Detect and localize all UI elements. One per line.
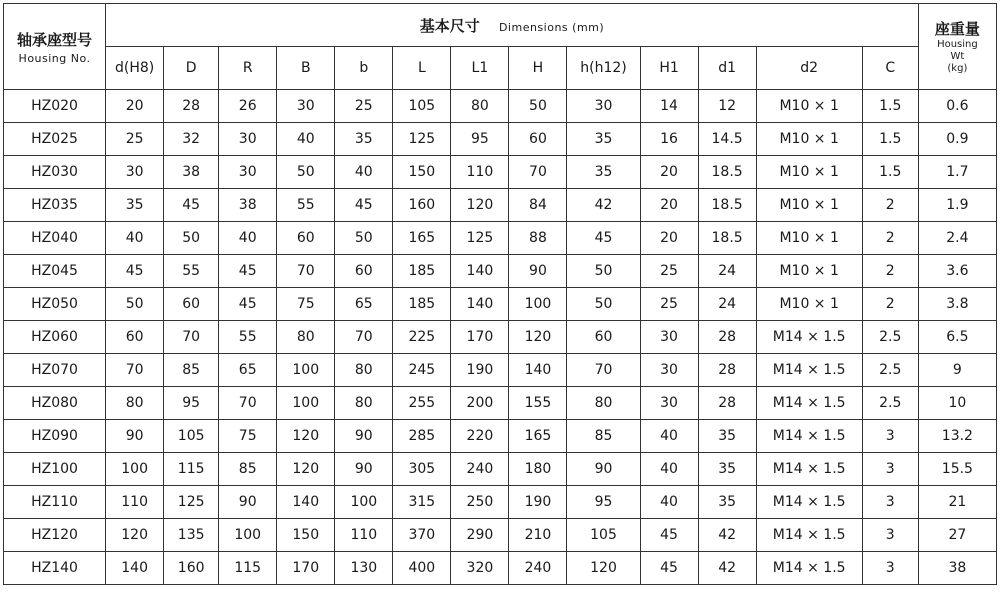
- housing-weight-header-zh: 座重量: [934, 20, 980, 38]
- dimension-cell: 30: [640, 321, 698, 354]
- dimension-cell: 200: [451, 387, 509, 420]
- weight-cell: 1.9: [918, 189, 996, 222]
- weight-cell: 1.7: [918, 156, 996, 189]
- dimension-cell: 60: [567, 321, 640, 354]
- dimension-cell: 130: [335, 552, 393, 585]
- dimension-cell: 320: [451, 552, 509, 585]
- dimension-cell: 30: [277, 90, 335, 123]
- dimension-cell: 85: [164, 354, 219, 387]
- dimension-cell: 45: [640, 552, 698, 585]
- dimension-cell: 24: [698, 288, 756, 321]
- dimension-cell: 65: [219, 354, 277, 387]
- dimension-cell: 125: [164, 486, 219, 519]
- column-header: H1: [640, 47, 698, 90]
- weight-cell: 2.4: [918, 222, 996, 255]
- housing-model-cell: HZ070: [4, 354, 106, 387]
- dimension-cell: 75: [277, 288, 335, 321]
- housing-model-cell: HZ060: [4, 321, 106, 354]
- weight-cell: 15.5: [918, 453, 996, 486]
- dimension-cell: 2.5: [862, 321, 918, 354]
- dimension-cell: 80: [567, 387, 640, 420]
- column-header: D: [164, 47, 219, 90]
- dimension-cell: 60: [509, 123, 567, 156]
- dimension-cell: 90: [335, 420, 393, 453]
- dimension-cell: 3: [862, 486, 918, 519]
- dimension-cell: 18.5: [698, 189, 756, 222]
- dimension-cell: 30: [106, 156, 164, 189]
- dimension-cell: 90: [219, 486, 277, 519]
- dimension-cell: 95: [451, 123, 509, 156]
- dimension-cell: M10 × 1: [756, 156, 862, 189]
- dimension-cell: 28: [698, 354, 756, 387]
- column-header: h(h12): [567, 47, 640, 90]
- dimension-cell: 30: [219, 156, 277, 189]
- dimension-cell: 120: [451, 189, 509, 222]
- table-row: [4, 189, 997, 222]
- table-body: [4, 90, 997, 585]
- dimension-cell: M14 × 1.5: [756, 321, 862, 354]
- dimension-cell: 30: [640, 354, 698, 387]
- dimension-cell: 220: [451, 420, 509, 453]
- housing-model-cell: HZ025: [4, 123, 106, 156]
- dimension-cell: 35: [567, 123, 640, 156]
- dimension-cell: 110: [335, 519, 393, 552]
- dimension-cell: 100: [509, 288, 567, 321]
- table-row: [4, 387, 997, 420]
- dimension-cell: 16: [640, 123, 698, 156]
- weight-cell: 3.6: [918, 255, 996, 288]
- dimension-cell: 28: [698, 387, 756, 420]
- dimension-cell: 100: [277, 354, 335, 387]
- dimension-cell: 2.5: [862, 354, 918, 387]
- dimension-cell: 3: [862, 519, 918, 552]
- dimension-cell: 30: [567, 90, 640, 123]
- table-row: [4, 552, 997, 585]
- dimension-cell: 2: [862, 255, 918, 288]
- dimension-cell: 170: [451, 321, 509, 354]
- dimension-cell: 14: [640, 90, 698, 123]
- dimension-cell: 50: [106, 288, 164, 321]
- dimension-cell: 25: [640, 288, 698, 321]
- dimension-cell: 120: [509, 321, 567, 354]
- dimension-cell: 70: [277, 255, 335, 288]
- dimension-cell: 285: [393, 420, 451, 453]
- dimension-cell: 140: [509, 354, 567, 387]
- dimension-cell: 40: [640, 420, 698, 453]
- dimension-cell: 38: [164, 156, 219, 189]
- dimension-cell: 2: [862, 288, 918, 321]
- dimension-cell: 45: [219, 255, 277, 288]
- housing-model-cell: HZ045: [4, 255, 106, 288]
- header-row-columns: [4, 47, 997, 90]
- dimension-cell: 210: [509, 519, 567, 552]
- dimension-cell: 120: [106, 519, 164, 552]
- dimension-cell: 18.5: [698, 222, 756, 255]
- table-row: [4, 156, 997, 189]
- housing-model-cell: HZ100: [4, 453, 106, 486]
- dimension-cell: 95: [567, 486, 640, 519]
- dimension-cell: 25: [640, 255, 698, 288]
- dimension-cell: 180: [509, 453, 567, 486]
- housing-model-cell: HZ120: [4, 519, 106, 552]
- dimension-cell: 110: [106, 486, 164, 519]
- weight-cell: 38: [918, 552, 996, 585]
- housing-model-cell: HZ110: [4, 486, 106, 519]
- dimension-cell: 24: [698, 255, 756, 288]
- dimension-cell: 55: [164, 255, 219, 288]
- dimension-cell: 60: [335, 255, 393, 288]
- column-header: C: [862, 47, 918, 90]
- dimension-cell: 28: [164, 90, 219, 123]
- dimension-cell: 80: [335, 387, 393, 420]
- dimension-cell: 90: [509, 255, 567, 288]
- dimension-cell: 26: [219, 90, 277, 123]
- dimension-cell: 125: [451, 222, 509, 255]
- table-row: [4, 288, 997, 321]
- dimension-cell: 45: [106, 255, 164, 288]
- dimension-cell: 84: [509, 189, 567, 222]
- dimension-cell: 165: [509, 420, 567, 453]
- dimension-cell: 240: [451, 453, 509, 486]
- dimension-cell: 70: [567, 354, 640, 387]
- dimension-cell: 140: [277, 486, 335, 519]
- dimension-cell: M10 × 1: [756, 189, 862, 222]
- dimension-cell: 40: [335, 156, 393, 189]
- housing-model-cell: HZ050: [4, 288, 106, 321]
- dimension-cell: 305: [393, 453, 451, 486]
- dimension-cell: 38: [219, 189, 277, 222]
- dimension-cell: M14 × 1.5: [756, 519, 862, 552]
- dimension-cell: 105: [393, 90, 451, 123]
- dimension-cell: 105: [567, 519, 640, 552]
- column-header: R: [219, 47, 277, 90]
- dimension-cell: 45: [219, 288, 277, 321]
- dimension-cell: 315: [393, 486, 451, 519]
- dimension-cell: 45: [335, 189, 393, 222]
- dimension-cell: M14 × 1.5: [756, 354, 862, 387]
- dimension-cell: M14 × 1.5: [756, 486, 862, 519]
- dimension-cell: 30: [219, 123, 277, 156]
- dimension-cell: 12: [698, 90, 756, 123]
- weight-cell: 9: [918, 354, 996, 387]
- column-header: d2: [756, 47, 862, 90]
- dimension-cell: 105: [164, 420, 219, 453]
- weight-cell: 13.2: [918, 420, 996, 453]
- weight-cell: 6.5: [918, 321, 996, 354]
- dimension-cell: 3: [862, 453, 918, 486]
- dimension-cell: 80: [277, 321, 335, 354]
- dimension-cell: 155: [509, 387, 567, 420]
- dimension-cell: 28: [698, 321, 756, 354]
- dimension-cell: M14 × 1.5: [756, 552, 862, 585]
- dimension-cell: 40: [640, 486, 698, 519]
- dimension-cell: 190: [509, 486, 567, 519]
- dimension-cell: 240: [509, 552, 567, 585]
- housing-weight-header-en-2: Wt: [950, 51, 965, 62]
- table-row: [4, 90, 997, 123]
- dimension-cell: M10 × 1: [756, 255, 862, 288]
- dimension-cell: 125: [393, 123, 451, 156]
- housing-weight-header-en-1: Housing: [937, 39, 978, 50]
- dimension-cell: 3: [862, 420, 918, 453]
- housing-no-header-en: Housing No.: [18, 51, 91, 65]
- dimension-cell: 90: [335, 453, 393, 486]
- dimension-cell: 100: [335, 486, 393, 519]
- dimension-cell: 80: [335, 354, 393, 387]
- dimension-cell: 400: [393, 552, 451, 585]
- dimension-cell: 60: [277, 222, 335, 255]
- column-header: H: [509, 47, 567, 90]
- dimensions-header-zh: 基本尺寸: [419, 16, 480, 35]
- dimension-cell: 30: [640, 387, 698, 420]
- dimension-cell: 60: [164, 288, 219, 321]
- dimension-cell: 95: [164, 387, 219, 420]
- dimension-cell: 40: [219, 222, 277, 255]
- dimension-cell: 160: [164, 552, 219, 585]
- dimension-cell: 245: [393, 354, 451, 387]
- dimension-cell: 45: [164, 189, 219, 222]
- dimension-cell: M14 × 1.5: [756, 420, 862, 453]
- dimension-cell: 290: [451, 519, 509, 552]
- dimension-cell: 120: [277, 420, 335, 453]
- dimension-cell: 20: [640, 189, 698, 222]
- dimension-cell: 42: [567, 189, 640, 222]
- dimension-cell: 35: [698, 453, 756, 486]
- dimension-cell: 225: [393, 321, 451, 354]
- column-header: b: [335, 47, 393, 90]
- dimension-cell: 70: [164, 321, 219, 354]
- dimension-cell: 20: [640, 222, 698, 255]
- weight-cell: 3.8: [918, 288, 996, 321]
- dimension-cell: 70: [509, 156, 567, 189]
- dimension-cell: 35: [567, 156, 640, 189]
- table-row: [4, 420, 997, 453]
- dimension-cell: 45: [567, 222, 640, 255]
- dimension-cell: 120: [567, 552, 640, 585]
- housing-no-header-zh: 轴承座型号: [17, 30, 93, 49]
- table-row: [4, 321, 997, 354]
- dimension-cell: 42: [698, 519, 756, 552]
- dimension-cell: 70: [335, 321, 393, 354]
- dimensions-header-en: Dimensions (mm): [498, 20, 605, 34]
- table-row: [4, 354, 997, 387]
- dimension-cell: 140: [106, 552, 164, 585]
- dimensions-header: [106, 4, 919, 47]
- dimension-cell: 55: [219, 321, 277, 354]
- dimension-cell: 150: [277, 519, 335, 552]
- dimension-cell: 170: [277, 552, 335, 585]
- dimension-cell: 25: [106, 123, 164, 156]
- table-row: [4, 519, 997, 552]
- dimension-cell: 185: [393, 288, 451, 321]
- dimension-cell: 90: [567, 453, 640, 486]
- dimension-cell: 2: [862, 189, 918, 222]
- dimension-cell: M14 × 1.5: [756, 453, 862, 486]
- dimension-cell: 190: [451, 354, 509, 387]
- dimension-cell: 165: [393, 222, 451, 255]
- dimension-cell: M14 × 1.5: [756, 387, 862, 420]
- dimension-cell: 50: [567, 255, 640, 288]
- column-header: B: [277, 47, 335, 90]
- housing-model-cell: HZ020: [4, 90, 106, 123]
- dimension-cell: 1.5: [862, 90, 918, 123]
- dimension-cell: 75: [219, 420, 277, 453]
- dimension-cell: 140: [451, 288, 509, 321]
- dimension-cell: 1.5: [862, 156, 918, 189]
- dimension-cell: 50: [277, 156, 335, 189]
- table-row: [4, 123, 997, 156]
- dimension-cell: 2.5: [862, 387, 918, 420]
- dimension-cell: 250: [451, 486, 509, 519]
- dimension-cell: 20: [106, 90, 164, 123]
- housing-model-cell: HZ030: [4, 156, 106, 189]
- dimension-cell: 42: [698, 552, 756, 585]
- dimension-cell: 135: [164, 519, 219, 552]
- housing-model-cell: HZ080: [4, 387, 106, 420]
- dimension-cell: 65: [335, 288, 393, 321]
- dimension-cell: 50: [567, 288, 640, 321]
- dimension-cell: 370: [393, 519, 451, 552]
- dimension-cell: 88: [509, 222, 567, 255]
- dimension-cell: 100: [219, 519, 277, 552]
- dimension-cell: 35: [106, 189, 164, 222]
- dimension-cell: M10 × 1: [756, 90, 862, 123]
- dimension-cell: 85: [219, 453, 277, 486]
- dimension-cell: 35: [335, 123, 393, 156]
- dimension-cell: 50: [164, 222, 219, 255]
- weight-cell: 27: [918, 519, 996, 552]
- column-header: L: [393, 47, 451, 90]
- dimension-cell: 185: [393, 255, 451, 288]
- weight-cell: 21: [918, 486, 996, 519]
- dimension-cell: 80: [451, 90, 509, 123]
- dimension-cell: 110: [451, 156, 509, 189]
- dimension-cell: 45: [640, 519, 698, 552]
- dimension-cell: 160: [393, 189, 451, 222]
- dimension-cell: M10 × 1: [756, 222, 862, 255]
- dimension-cell: 70: [106, 354, 164, 387]
- housing-model-cell: HZ035: [4, 189, 106, 222]
- dimension-cell: M10 × 1: [756, 288, 862, 321]
- dimension-cell: 90: [106, 420, 164, 453]
- housing-dimensions-table: [3, 3, 997, 585]
- dimension-cell: 35: [698, 420, 756, 453]
- column-header: L1: [451, 47, 509, 90]
- dimension-cell: 100: [277, 387, 335, 420]
- dimension-cell: 40: [106, 222, 164, 255]
- table-row: [4, 222, 997, 255]
- dimension-cell: 115: [164, 453, 219, 486]
- header-row-main: [4, 4, 997, 47]
- weight-cell: 0.6: [918, 90, 996, 123]
- dimension-cell: 50: [335, 222, 393, 255]
- table-row: [4, 255, 997, 288]
- dimension-cell: 3: [862, 552, 918, 585]
- table-row: [4, 453, 997, 486]
- column-header: d1: [698, 47, 756, 90]
- housing-no-header: [4, 4, 106, 90]
- dimension-cell: 18.5: [698, 156, 756, 189]
- dimension-cell: M10 × 1: [756, 123, 862, 156]
- dimension-cell: 115: [219, 552, 277, 585]
- dimension-cell: 60: [106, 321, 164, 354]
- dimension-cell: 40: [640, 453, 698, 486]
- housing-model-cell: HZ090: [4, 420, 106, 453]
- table-row: [4, 486, 997, 519]
- dimension-cell: 14.5: [698, 123, 756, 156]
- housing-model-cell: HZ140: [4, 552, 106, 585]
- dimension-cell: 85: [567, 420, 640, 453]
- dimension-cell: 35: [698, 486, 756, 519]
- housing-model-cell: HZ040: [4, 222, 106, 255]
- dimension-cell: 1.5: [862, 123, 918, 156]
- dimension-cell: 100: [106, 453, 164, 486]
- dimension-cell: 32: [164, 123, 219, 156]
- dimension-cell: 50: [509, 90, 567, 123]
- housing-weight-header: [918, 4, 996, 90]
- column-header: d(H8): [106, 47, 164, 90]
- weight-cell: 0.9: [918, 123, 996, 156]
- dimension-cell: 25: [335, 90, 393, 123]
- dimension-cell: 140: [451, 255, 509, 288]
- weight-cell: 10: [918, 387, 996, 420]
- dimension-cell: 2: [862, 222, 918, 255]
- dimension-cell: 40: [277, 123, 335, 156]
- housing-weight-header-en-3: (kg): [947, 63, 968, 74]
- dimension-cell: 55: [277, 189, 335, 222]
- dimension-cell: 20: [640, 156, 698, 189]
- dimension-cell: 255: [393, 387, 451, 420]
- dimension-cell: 80: [106, 387, 164, 420]
- dimension-cell: 120: [277, 453, 335, 486]
- dimension-cell: 150: [393, 156, 451, 189]
- dimension-cell: 70: [219, 387, 277, 420]
